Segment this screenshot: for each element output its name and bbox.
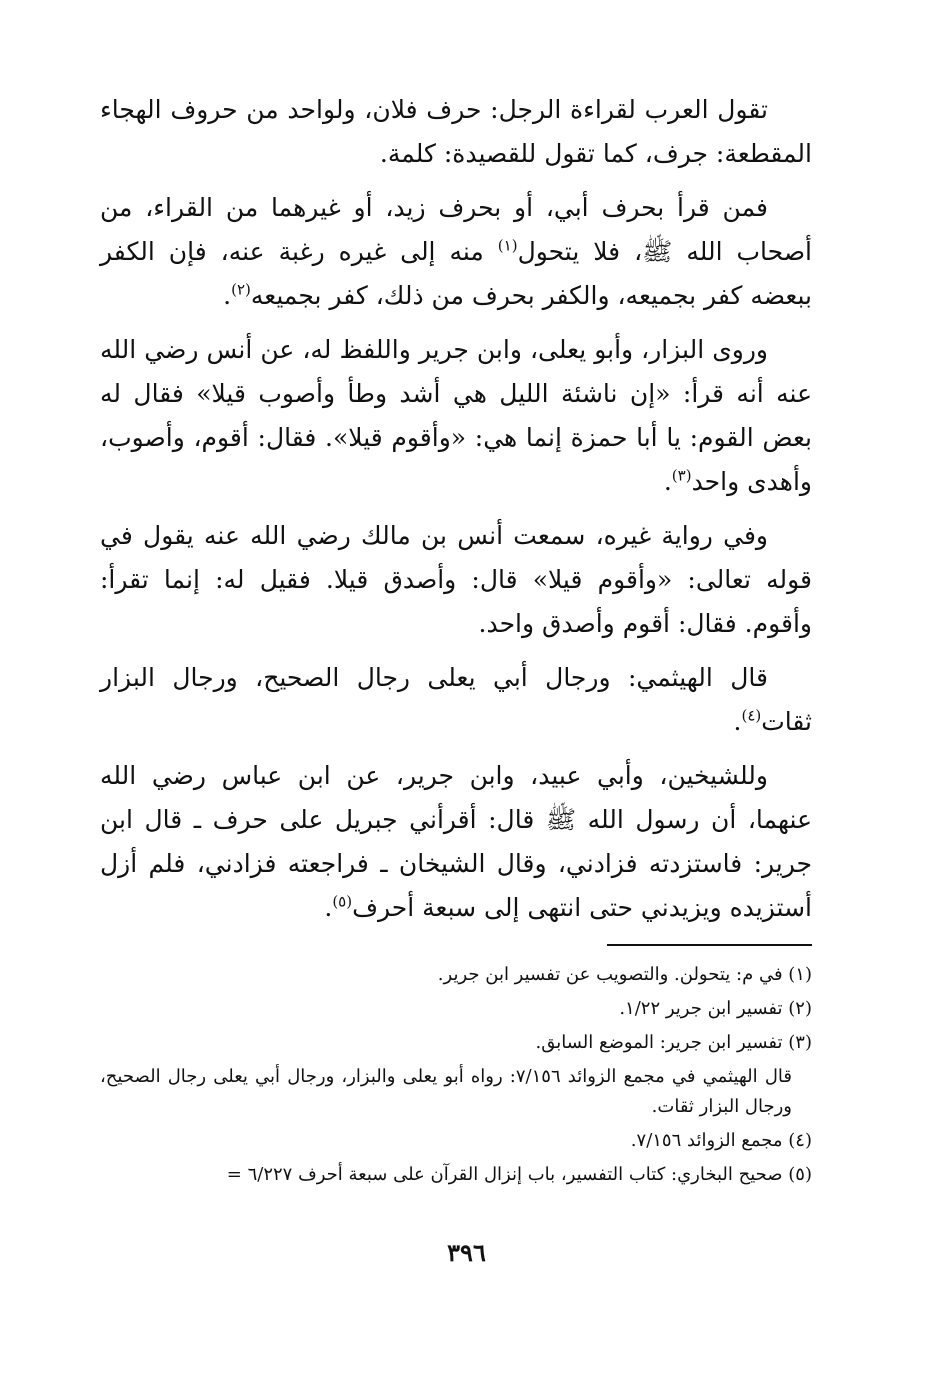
footnote-ref-3[interactable]: (٣) [671,466,692,485]
footnote-ref-5[interactable]: (٥) [332,892,353,911]
paragraph-4-text: وفي رواية غيره، سمعت أنس بن مالك رضي الله عنه يقول في قوله تعالى: «وأقوم قيلا» قال: وأصدق قيلا. فقيل له: إنما تقرأ: وأقوم. فقال: أقوم وأصدق واحد. [100,521,812,638]
footnote-ref-4[interactable]: (٤) [741,706,762,725]
paragraph-1-text: تقول العرب لقراءة الرجل: حرف فلان، ولواحد من حروف الهجاء المقطعة: جرف، كما تقول للقصيدة: كلمة. [100,95,812,168]
paragraph-5-text-after: . [733,707,742,736]
footnote-ref-1[interactable]: (١) [497,236,518,255]
paragraph-6-text-after: . [324,893,333,922]
paragraph-5-text-before: قال الهيثمي: ورجال أبي يعلى رجال الصحيح، ورجال البزار ثقات [100,663,812,736]
paragraph-6 [100,754,812,930]
footnote-1: (١) في م: يتحولن. والتصويب عن تفسير ابن جرير. [437,964,812,985]
paragraph-2 [100,186,812,318]
footnotes [100,960,812,1190]
footnote-2: (٢) تفسير ابن جرير ١/٢٢. [619,998,812,1019]
footnote-3: (٣) تفسير ابن جرير: الموضع السابق. [535,1032,812,1053]
paragraph-3-text-after: . [663,467,672,496]
footnote-4: (٤) مجمع الزوائد ٧/١٥٦. [630,1130,812,1151]
footnote-separator [607,944,812,946]
page-body [100,88,812,1194]
footnote-5: (٥) صحيح البخاري: كتاب التفسير، باب إنزال القرآن على سبعة أحرف ٦/٢٢٧ = [226,1164,812,1185]
footnote-ref-2[interactable]: (٢) [231,280,251,299]
paragraph-3 [100,328,812,504]
paragraph-3-text-before: وروى البزار، وأبو يعلى، وابن جرير واللفظ له، عن أنس رضي الله عنه أنه قرأ: «إن ناشئة الليل هي أشد وطأ وأصوب قيلا» فقال له بعض القوم: يا أبا حمزة إنما هي: «وأقوم قيلا». فقال: أقوم، وأصوب، وأهدى واحد [100,335,812,496]
footnote-3-continuation: قال الهيثمي في مجمع الزوائد ٧/١٥٦: رواه أبو يعلى والبزار، ورجال أبي يعلى رجال الصحيح، ورجال البزار ثقات. [100,1066,792,1117]
paragraph-1 [100,88,812,176]
paragraph-5 [100,656,812,744]
paragraph-2-text-before: فمن قرأ بحرف أبي، أو بحرف زيد، أو غيرهما من القراء، من أصحاب الله ﷺ، فلا يتحول [100,193,812,266]
page-number: ٣٩٦ [447,1238,486,1267]
paragraph-4 [100,514,812,646]
paragraph-2-text-after: . [223,281,232,310]
paragraph-2-text-middle: منه إلى غيره رغبة عنه، فإن الكفر ببعضه كفر بجميعه، والكفر بحرف من ذلك، كفر بجميعه [100,237,812,310]
paragraph-6-text-before: وللشيخين، وأبي عبيد، وابن جرير، عن ابن عباس رضي الله عنهما، أن رسول الله ﷺ قال: أقرأني جبريل على حرف ـ قال ابن جرير: فاستزدته فزادني، وقال الشيخان ـ فراجعته فزادني، فلم أزل أستزيده ويزيدني حتى انتهى إلى سبعة أحرف [100,761,812,922]
